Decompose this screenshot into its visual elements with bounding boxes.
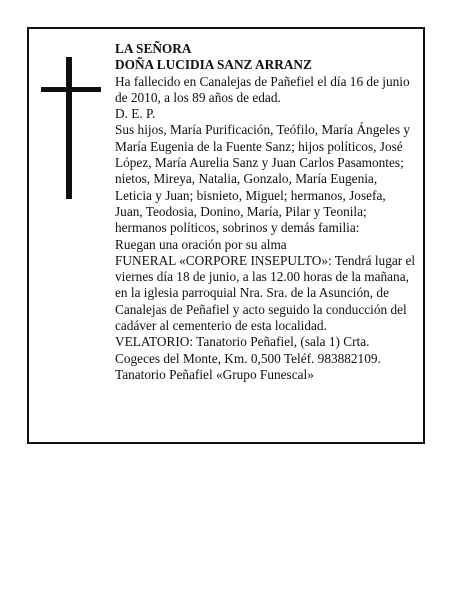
family-list: Sus hijos, María Purificación, Teófilo, María Ángeles y María Eugenia de la Fuente Sanz; hijos políticos, José López, María Aurelia Sanz y Juan Carlos Pasamontes; nietos, Mireya, Natalia, Gonzalo, María Eugenia, Leticia y Juan; bisnieto, Miguel; hermanos, Josefa, Juan, Teodosia, Donino, María, Pilar y Teonila; hermanos políticos, sobrinos y demás familia: bbox=[115, 122, 410, 236]
latin-cross-icon bbox=[41, 57, 101, 199]
velatorio-info: VELATORIO: Tanatorio Peñafiel, (sala 1) Crta. Cogeces del Monte, Km. 0,500 Teléf. 983882109. bbox=[115, 334, 381, 366]
prayer-request: Ruegan una oración por su alma bbox=[115, 236, 287, 252]
death-announcement: Ha fallecido en Canalejas de Pañefiel el día 16 de junio de 2010, a los 89 años de edad. bbox=[115, 73, 410, 105]
obituary-text bbox=[115, 41, 427, 383]
obituary-notice bbox=[27, 27, 425, 444]
funeral-info: FUNERAL «CORPORE INSEPULTO»: Tendrá lugar el viernes día 18 de junio, a las 12.00 horas de la mañana, en la iglesia parroquial Nra. Sra. de la Asunción, de Canalejas de Peñafiel y acto seguido la conducción del cadáver al cementerio de esta localidad. bbox=[115, 252, 416, 334]
dep-line: D. E. P. bbox=[115, 106, 156, 122]
obituary-title: LA SEÑORA bbox=[115, 41, 192, 56]
cross-horizontal-bar bbox=[41, 87, 101, 92]
deceased-name: DOÑA LUCIDIA SANZ ARRANZ bbox=[115, 57, 312, 73]
funeral-home: Tanatorio Peñafiel «Grupo Funescal» bbox=[115, 366, 314, 382]
cross-vertical-bar bbox=[66, 57, 72, 199]
